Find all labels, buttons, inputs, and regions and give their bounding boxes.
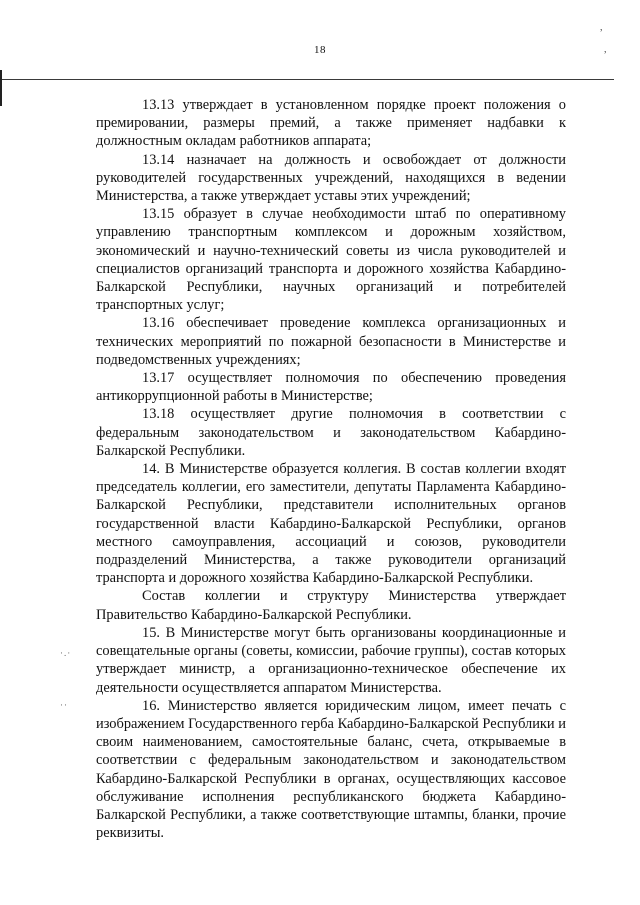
paragraph-13-15: 13.15 образует в случае необходимости штаб по оперативному управлению транспортным комплексом и дорожным хозяйством, экономический и научно-технический советы из числа руководителей и специалистов организаций транспорта и дорожного хозяйства Кабардино-Балкарской Республики, научных организаций и потребителей транспортных услуг; [96,206,566,314]
paragraph-16: 16. Министерство является юридическим лицом, имеет печать с изображением Государственного герба Кабардино-Балкарской Республики и своим наименованием, самостоятельные баланс, счета, открываемые в соответствии с федеральным законодательством и законодательством Кабардино-Балкарской Республики в органах, осуществляющих кассовое обслуживание исполнения республиканского бюджета Кабардино-Балкарской Республики, а также соответствующие штампы, бланки, прочие реквизиты. [96,697,566,842]
margin-scribble: ·· [60,700,68,710]
margin-scribble: ·.· [60,648,72,658]
header-divider [2,79,614,80]
paragraph-14: 14. В Министерстве образуется коллегия. В состав коллегии входят председатель коллегии, его заместители, депутаты Парламента Кабардино-Балкарской Республики, представители исполнительных органов государственной власти Кабардино-Балкарской Республики, органов местного самоуправления, ассоциаций и союзов, руководители подразделений Министерства, а также руководители организаций транспорта и дорожного хозяйства Кабардино-Балкарской Республики. [96,461,566,587]
paragraph-13-16: 13.16 обеспечивает проведение комплекса организационных и технических мероприятий по пожарной безопасности в Министерстве и подведомственных учреждениях; [96,315,566,368]
scan-speck: , [604,44,607,55]
binding-edge-mark [0,70,2,106]
paragraph-13-18: 13.18 осуществляет другие полномочия в соответствии с федеральным законодательством и законодательством Кабардино-Балкарской Республики. [96,406,566,459]
scan-speck: , [600,22,603,33]
page-number: 18 [314,44,326,56]
paragraph-13-17: 13.17 осуществляет полномочия по обеспечению проведения антикоррупционной работы в Министерстве; [96,370,566,405]
paragraph-13-14: 13.14 назначает на должность и освобождает от должности руководителей государственных учреждений, находящихся в ведении Министерства, а также утверждает уставы этих учреждений; [96,151,566,205]
paragraph-15: 15. В Министерстве могут быть организованы координационные и совещательные органы (советы, комиссии, рабочие группы), состав которых утверждает министр, а организационно-техническое обеспечение их деятельности осуществляется аппаратом Министерства. [96,624,566,696]
paragraph-13-13: 13.13 утверждает в установленном порядке проект положения о премировании, размеры премий, а также применяет надбавки к должностным окладам работников аппарата; [96,97,566,150]
document-body [96,96,566,842]
paragraph-14-composition: Состав коллегии и структуру Министерства утверждает Правительство Кабардино-Балкарской Республики. [96,588,566,623]
